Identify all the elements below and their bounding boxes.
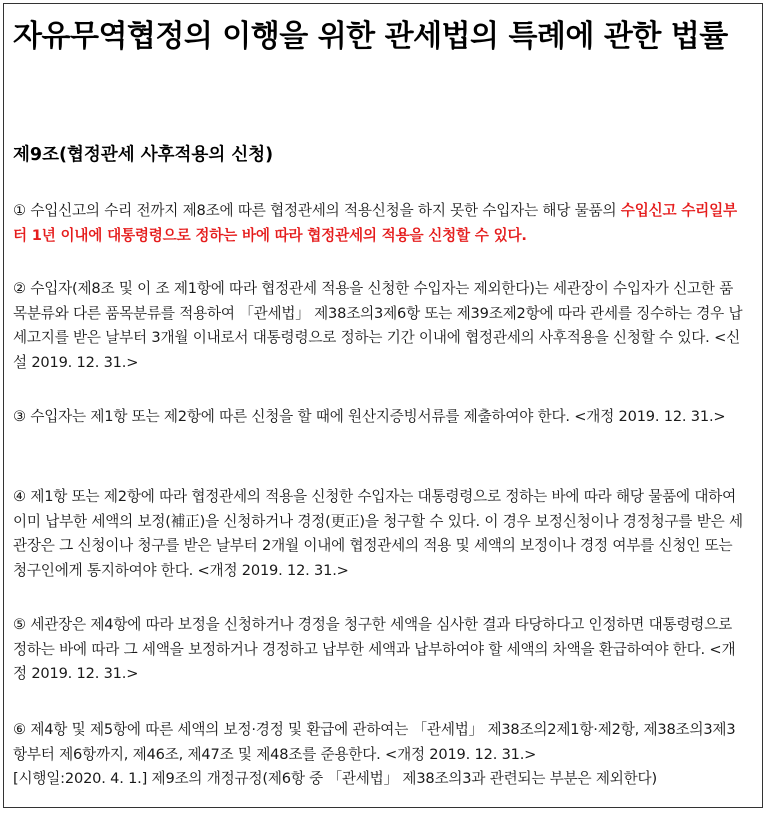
paragraph-3: ③ 수입자는 제1항 또는 제2항에 따른 신청을 할 때에 원산지증빙서류를 제출하여야 한다. <개정 2019. 12. 31.> xyxy=(13,408,726,425)
paragraph-5: ⑤ 세관장은 제4항에 따라 보정을 신청하거나 경정을 청구한 세액을 심사한 결과 타당하다고 인정하면 대통령령으로 정하는 바에 따라 그 세액을 보정하거나 경정하고 납부한 세액과 납부하여야 할 세액의 차액을 환급하여야 한다. <개정 2019. 12. 31.> xyxy=(13,616,736,682)
paragraph-4: ④ 제1항 또는 제2항에 따라 협정관세의 적용을 신청한 수입자는 대통령령으로 정하는 바에 따라 해당 물품에 대하여 이미 납부한 세액의 보정(補正)을 신청하거나 경정(更正)을 청구할 수 있다. 이 경우 보정신청이나 경정청구를 받은 세관장은 그 신청이나 청구를 받은 날부터 2개월 이내에 협정관세의 적용 및 세액의 보정이나 경정 여부를 신청인 또는 청구인에게 통지하여야 한다. <개정 2019. 12. 31.> xyxy=(13,488,743,579)
enforcement-note: [시행일:2020. 4. 1.] 제9조의 개정규정(제6항 중 「관세법」 제38조의3과 관련되는 부분은 제외한다) xyxy=(13,770,657,787)
article-heading: 제9조(협정관세 사후적용의 신청) xyxy=(13,145,274,165)
law-title: 자유무역협정의 이행을 위한 관세법의 특례에 관한 법률 xyxy=(13,19,728,54)
paragraph-1-highlight: 수입신고 수리일부터 1년 이내에 대통령령으로 정하는 바에 따라 협정관세의 적용을 신청할 수 있다. xyxy=(13,202,737,244)
paragraph-2: ② 수입자(제8조 및 이 조 제1항에 따라 협정관세 적용을 신청한 수입자는 제외한다)는 세관장이 수입자가 신고한 품목분류와 다른 품목분류를 적용하여 「관세법」 제38조의3제6항 또는 제39조제2항에 따라 관세를 징수하는 경우 납세고지를 받은 날부터 3개월 이내로서 대통령령으로 정하는 기간 이내에 협정관세의 사후적용을 신청할 수 있다. <신설 2019. 12. 31.> xyxy=(13,280,743,371)
paragraph-6 xyxy=(13,718,746,792)
paragraph-6-text: ⑥ 제4항 및 제5항에 따른 세액의 보정·경정 및 환급에 관하여는 「관세법」 제38조의2제1항·제2항, 제38조의3제3항부터 제6항까지, 제46조, 제47조 및 제48조를 준용한다. <개정 2019. 12. 31.> xyxy=(13,721,736,763)
paragraph-1 xyxy=(13,199,746,248)
paragraph-1-text: ① 수입신고의 수리 전까지 제8조에 따른 협정관세의 적용신청을 하지 못한 수입자는 해당 물품의 xyxy=(13,202,621,219)
